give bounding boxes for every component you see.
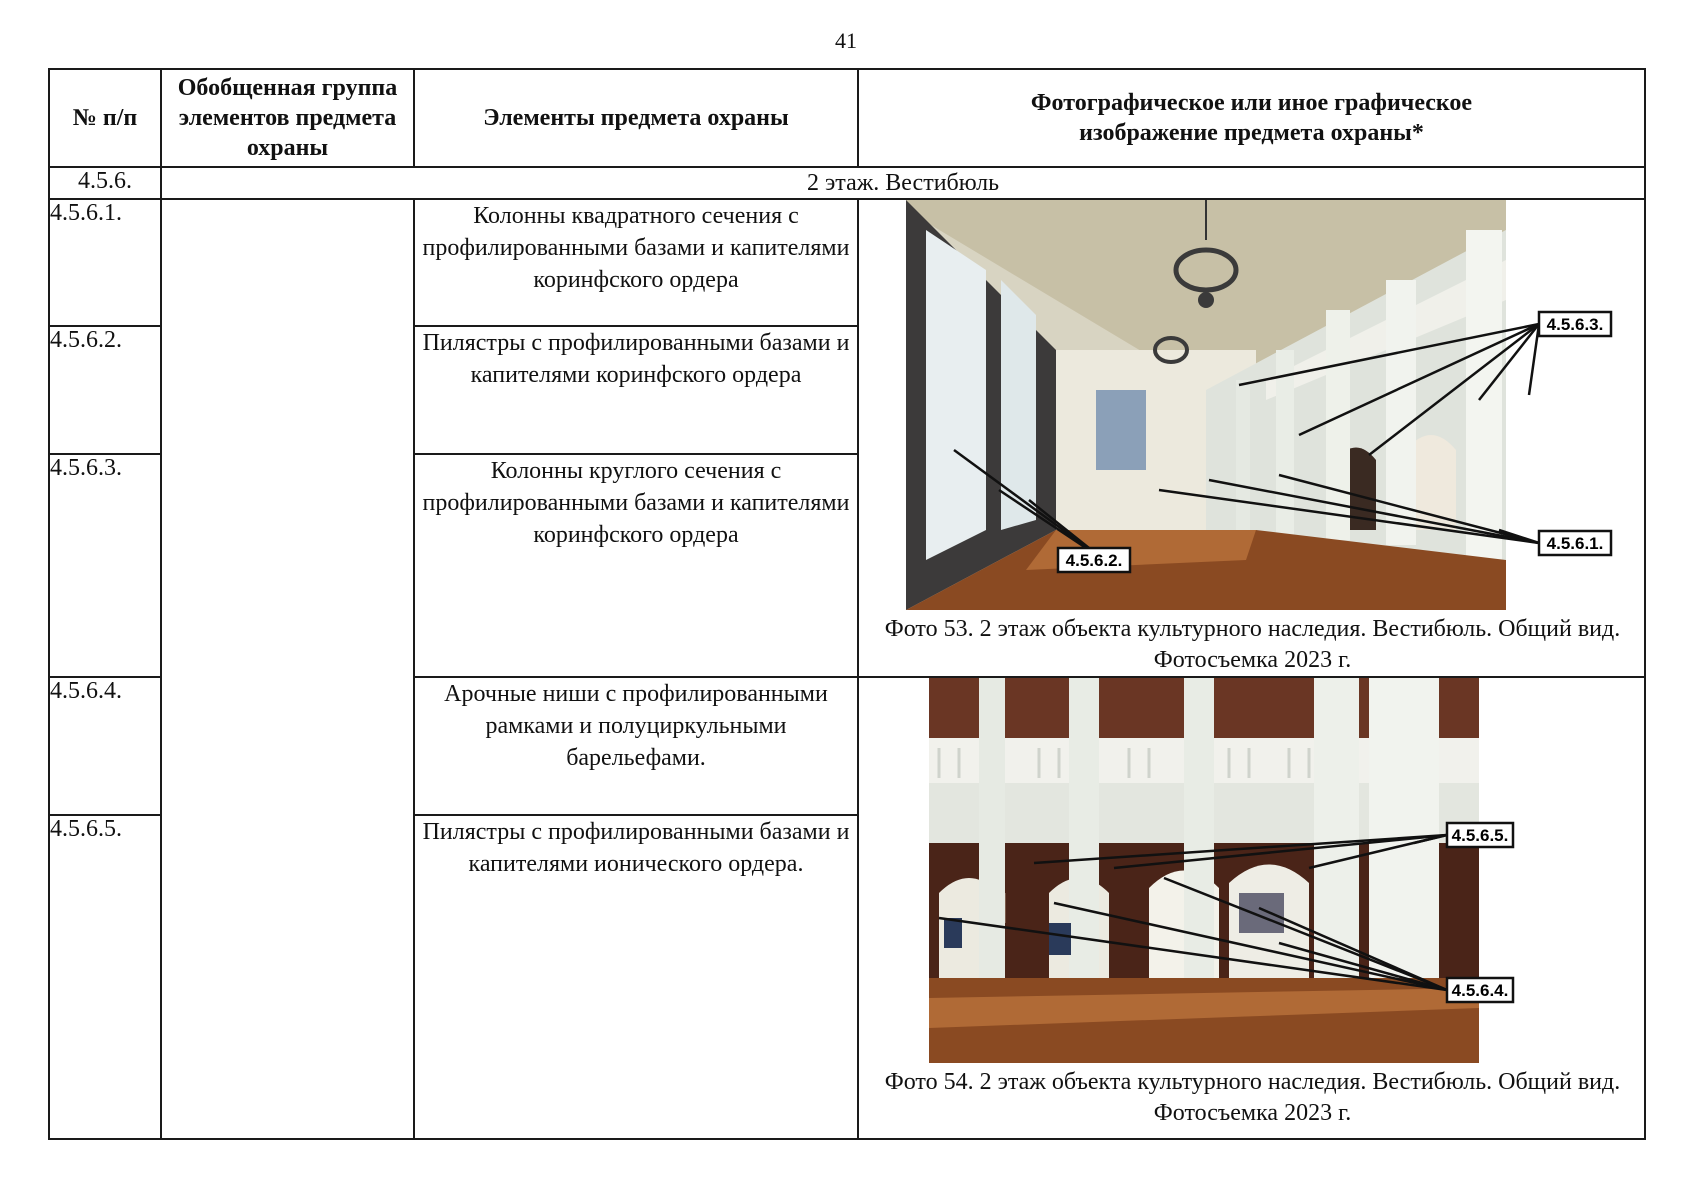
photo-53	[859, 200, 1646, 610]
row-elements: Арочные ниши с профилированными рамками и полуциркульными барельефами.	[414, 677, 858, 815]
group-cell	[161, 199, 414, 1139]
photo-label	[1539, 312, 1611, 336]
photo-label	[1539, 531, 1611, 555]
row-elements: Пилястры с профилированными базами и капителями ионического ордера.	[414, 815, 858, 1139]
svg-text:4.5.6.1.: 4.5.6.1.	[1546, 534, 1604, 553]
svg-text:4.5.6.3.: 4.5.6.3.	[1546, 315, 1604, 334]
section-row	[49, 167, 1645, 199]
section-num: 4.5.6.	[49, 167, 161, 199]
photo-54-caption: Фото 54. 2 этаж объекта культурного наследия. Вестибюль. Общий вид. Фотосъемка 2023 г.	[884, 1069, 1621, 1126]
table-row	[49, 199, 1645, 326]
row-num: 4.5.6.5.	[49, 815, 161, 1139]
header-image: Фотографическое или иное графическое изображение предмета охраны*	[858, 69, 1645, 167]
photo-53-caption: Фото 53. 2 этаж объекта культурного наследия. Вестибюль. Общий вид. Фотосъемка 2023 г.	[884, 616, 1621, 673]
svg-text:4.5.6.4.: 4.5.6.4.	[1451, 981, 1509, 1000]
photo-54-cell	[858, 677, 1645, 1139]
photo-label	[1058, 548, 1130, 572]
row-elements: Колонны квадратного сечения с профилированными базами и капителями коринфского ордера	[414, 199, 858, 326]
photo-label	[1447, 823, 1513, 847]
photo-54	[859, 678, 1646, 1063]
photo-53-cell	[858, 199, 1645, 677]
row-elements: Пилястры с профилированными базами и капителями коринфского ордера	[414, 326, 858, 455]
header-group: Обобщенная группа элементов предмета охраны	[161, 69, 414, 167]
row-num: 4.5.6.1.	[49, 199, 161, 326]
header-elements: Элементы предмета охраны	[414, 69, 858, 167]
row-elements: Колонны круглого сечения с профилированными базами и капителями коринфского ордера	[414, 454, 858, 677]
header-row	[49, 69, 1645, 167]
section-title: 2 этаж. Вестибюль	[161, 167, 1645, 199]
page-number: 41	[835, 28, 857, 53]
svg-text:4.5.6.5.: 4.5.6.5.	[1451, 826, 1509, 845]
svg-text:4.5.6.2.: 4.5.6.2.	[1065, 551, 1123, 570]
header-num: № п/п	[49, 69, 161, 167]
row-num: 4.5.6.2.	[49, 326, 161, 455]
row-num: 4.5.6.3.	[49, 454, 161, 677]
photo-label	[1447, 978, 1513, 1002]
row-num: 4.5.6.4.	[49, 677, 161, 815]
protection-subject-table	[48, 68, 1646, 1140]
